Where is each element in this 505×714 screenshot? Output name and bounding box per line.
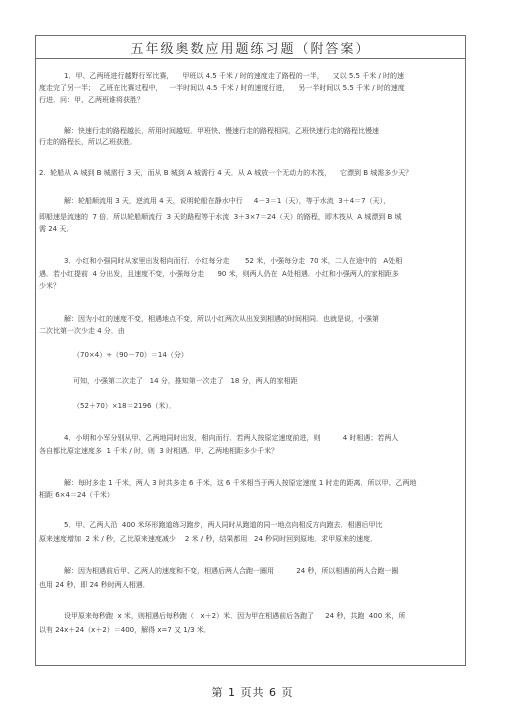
answer-3-line-2: 二次比第一次少走 4 分．由 (39, 327, 125, 335)
answer-1-line-2: 行走的路程长，所以乙班获胜． (39, 138, 137, 146)
problem-3-line-1: 3．小红和小强同时从家里出发相向而行．小红每分走 52 米，小强每分走 70 米，二人在途中的 A处相 (64, 257, 403, 265)
answer-3-line-1: 解：因为小红的速度不变，相遇地点不变，所以小红两次从出发到相遇的时间相同．也就是说，小强第 (64, 315, 379, 323)
problem-1-line-3: 行进．问：甲、乙两班谁将获胜？ (39, 96, 144, 104)
answer-5-line-4: 以有 24x＋24（x＋2）＝400，解得 x=7 又 1/3 米． (39, 626, 211, 634)
problem-5-line-1: 5．甲、乙两人沿 400 米环形跑道练习跑步，两人同时从跑道的同一地点向相反方向跑去．相遇后甲比 (64, 521, 383, 529)
problem-3-line-2: 遇．若小红提前 4 分出发，且速度不变，小强每分走 90 米，则两人仍在 A处相遇．小红和小强两人的家相距多 (39, 270, 399, 278)
answer-5-line-3: 设甲原来每秒跑 x 米，则相遇后每秒跑（ x＋2）米．因为甲在相遇前后各跑了 24 秒，共跑 400 米，所 (64, 612, 406, 620)
answer-3-formula-1: （70×4）÷（90－70）＝14（分） (73, 351, 188, 359)
problem-4-line-2: 各自都比原定速度多 1 千米 / 时，则 3 时相遇．甲、乙两地相距多少千米？ (39, 447, 279, 455)
content-box (35, 58, 466, 666)
answer-3-line-3: 可知，小强第二次走了 14 分，推知第一次走了 18 分，两人的家相距 (73, 377, 298, 385)
problem-4-line-1: 4．小明和小军分别从甲、乙两地同时出发，相向而行．若两人按原定速度前进，则 4 时相遇；若两人 (64, 434, 399, 442)
answer-2-line-2: 即船速是流速的 7 倍．所以轮船顺流行 3 天的路程等于水流 3＋3×7＝24（天）的路程，即木筏从 A 城漂到 B 城 (39, 213, 402, 221)
answer-4-line-2: 相距 6×4＝24（千米） (39, 491, 114, 499)
answer-3-formula-2: （52＋70）×18＝2196（米）． (73, 402, 176, 410)
answer-5-line-2: 也用 24 秒，即 24 秒时两人相遇． (39, 581, 150, 589)
page-title: 五年级奥数应用题练习题（附答案） (130, 41, 371, 57)
title-box (35, 35, 466, 58)
answer-2-line-3: 需 24 天． (39, 225, 74, 233)
problem-1-line-2: 度走完了另一半； 乙班在比赛过程中， 一半时间以 4.5 千米 / 时的速度行进， 另一半时间以 5.5 千米 / 时的速度 (39, 84, 405, 92)
problem-3-line-3: 少米？ (39, 282, 60, 290)
problem-2-line-1: 2. 轮船从 A 城到 B 城需行 3 天，而从 B 城到 A 城需行 4 天．从 A 城放一个无动力的木筏， 它漂到 B 城需多少天？ (39, 169, 413, 177)
answer-2-line-1: 解：轮船顺流用 3 天，逆流用 4 天，说明轮船在静水中行 4－3＝1（天），等于水流 3＋4＝7（天）， (64, 197, 391, 205)
page-number: 第 1 页共 6 页 (211, 686, 294, 699)
answer-5-line-1: 解：因为相遇前后甲、乙两人的速度和不变，相遇后两人合跑一圈用 24 秒，所以相遇前两人合跑一圈 (64, 567, 399, 575)
answer-1-line-1: 解：快速行走的路程越长，所用时间越短．甲班快、慢速行走的路程相同，乙班快速行走的路程比慢速 (64, 127, 379, 135)
problem-5-line-2: 原来速度增加 2 米 / 秒，乙比原来速度减少 2 米 / 秒，结果都用 24 秒同时回到原地．求甲原来的速度． (39, 535, 378, 543)
problem-1-line-1: 1．甲、乙两班进行越野行军比赛， 甲班以 4.5 千米 / 时的速度走了路程的一半， 又以 5.5 千米 / 时的速 (64, 72, 405, 80)
answer-4-line-1: 解：每时多走 1 千米，两人 3 时共多走 6 千米，这 6 千米相当于两人按原定速度 1 时走的距离．所以甲、乙两地 (64, 479, 417, 487)
